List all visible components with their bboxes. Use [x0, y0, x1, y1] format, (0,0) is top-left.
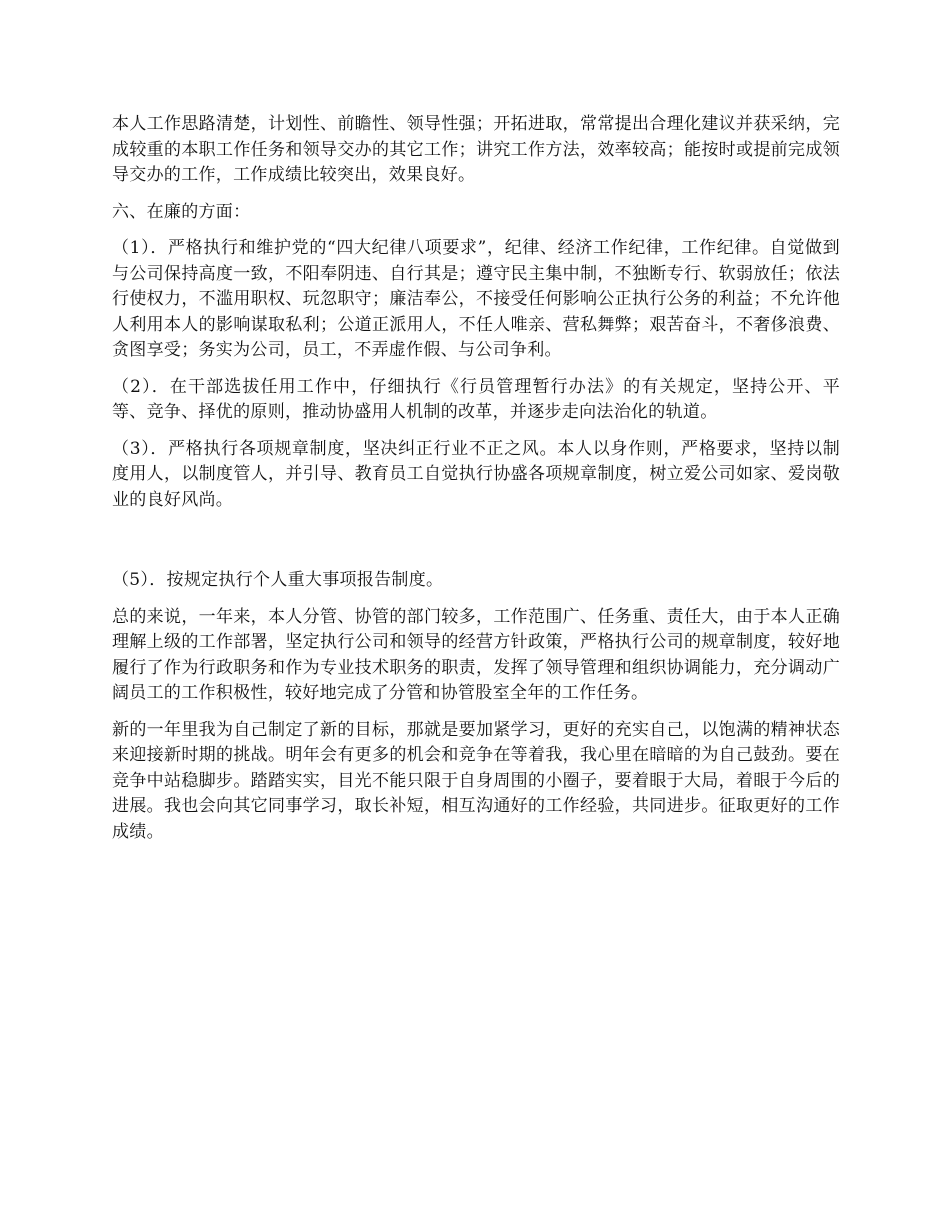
document-page [112, 112, 840, 856]
paragraph-new-year-goals: 新的一年里我为自己制定了新的目标，那就是要加紧学习，更好的充实自己，以饱满的精神状态来迎接新时期的挑战。明年会有更多的机会和竞争在等着我，我心里在暗暗的为自己鼓劲。要在竞争中站稳脚步。踏踏实实，目光不能只限于自身周围的小圈子，要着眼于大局，着眼于今后的进展。我也会向其它同事学习，取长补短，相互沟通好的工作经验，共同进步。征取更好的工作成绩。 [112, 719, 840, 842]
paragraph-conclusion: 总的来说，一年来，本人分管、协管的部门较多，工作范围广、任务重、责任大，由于本人正确理解上级的工作部署，坚定执行公司和领导的经营方针政策，严格执行公司的规章制度，较好地履行了作为行政职务和作为专业技术职务的职责，发挥了领导管理和组织协调能力，充分调动广阔员工的工作积极性，较好地完成了分管和协管股室全年的工作任务。 [112, 606, 840, 703]
blank-space [112, 524, 840, 568]
paragraph-item-5: （5）．按规定执行个人重大事项报告制度。 [112, 570, 444, 590]
paragraph-item-3: （3）．严格执行各项规章制度，坚决纠正行业不正之风。本人以身作则，严格要求，坚持以制度用人，以制度管人，并引导、教育员工自觉执行协盛各项规章制度，树立爱公司如家、爱岗敬业的良好风尚。 [112, 438, 840, 510]
paragraph-work-summary: 本人工作思路清楚，计划性、前瞻性、领导性强；开拓进取，常常提出合理化建议并获采纳，完成较重的本职工作任务和领导交办的其它工作；讲究工作方法，效率较高；能按时或提前完成领导交办的工作，工作成绩比较突出，效果良好。 [112, 114, 840, 185]
paragraph-item-2: （2）．在干部选拔任用工作中，仔细执行《行员管理暂行办法》的有关规定，坚持公开、平等、竞争、择优的原则，推动协盛用人机制的改革，并逐步走向法治化的轨道。 [112, 376, 840, 422]
paragraph-item-1: （1）．严格执行和维护党的“四大纪律八项要求”，纪律、经济工作纪律，工作纪律。自觉做到与公司保持高度一致，不阳奉阴违、自行其是；遵守民主集中制，不独断专行、软弱放任；依法行使权力，不滥用职权、玩忽职守；廉洁奉公，不接受任何影响公正执行公务的利益；不允许他人利用本人的影响谋取私利；公道正派用人，不任人唯亲、营私舞弊；艰苦奋斗，不奢侈浪费、贪图享受；务实为公司，员工，不弄虚作假、与公司争利。 [112, 238, 840, 360]
section-heading-integrity: 六、在廉的方面： [112, 201, 251, 222]
